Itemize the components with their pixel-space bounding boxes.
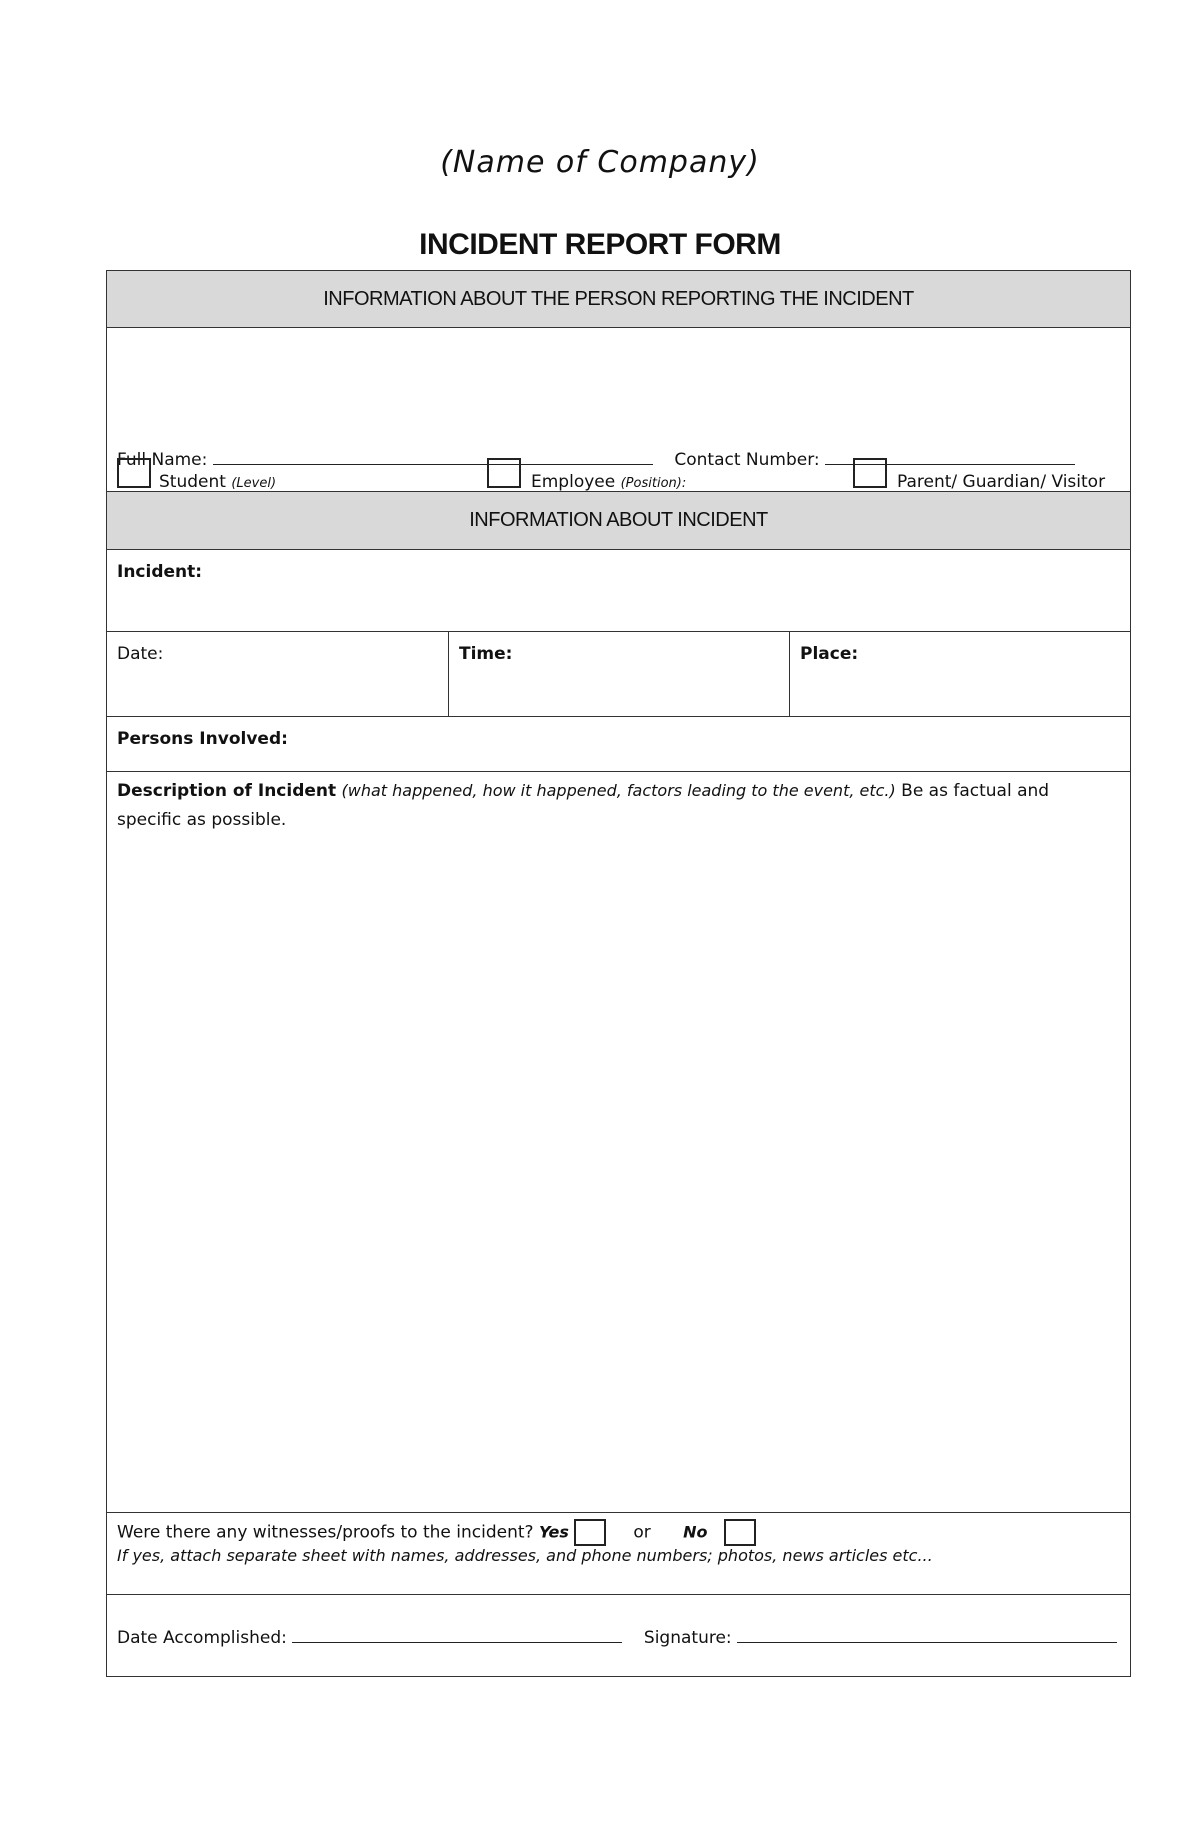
date-time-place-row xyxy=(106,632,1131,717)
persons-involved-field[interactable] xyxy=(106,717,1131,772)
no-label: No xyxy=(683,1522,708,1542)
place-field[interactable] xyxy=(789,632,1130,716)
witnesses-note: If yes, attach separate sheet with names, addresses, and phone numbers; photos, news articles etc... xyxy=(117,1546,933,1565)
incident-report-form xyxy=(106,270,1131,1677)
incident-field[interactable] xyxy=(106,550,1131,632)
name-contact-line xyxy=(117,446,1075,470)
student-label: Student xyxy=(159,472,226,492)
date-accomplished-field[interactable] xyxy=(292,1624,622,1643)
incident-section-header xyxy=(106,492,1131,550)
company-name: (Name of Company) xyxy=(440,145,760,180)
description-hint: (what happened, how it happened, factors leading to the event, etc.) xyxy=(341,781,896,800)
parent-checkbox[interactable] xyxy=(853,458,887,488)
incident-label: Incident: xyxy=(117,562,203,582)
contact-number-label: Contact Number: xyxy=(674,450,820,470)
description-label: Description of Incident xyxy=(117,781,337,801)
description-prompt xyxy=(117,776,1100,835)
full-name-field[interactable] xyxy=(213,446,653,465)
persons-involved-label: Persons Involved: xyxy=(117,729,288,749)
yes-label: Yes xyxy=(538,1522,569,1542)
employee-label: Employee xyxy=(531,472,616,492)
date-accomplished-label: Date Accomplished: xyxy=(117,1628,287,1648)
student-option xyxy=(159,472,276,492)
date-field[interactable] xyxy=(107,632,448,716)
description-field[interactable] xyxy=(106,772,1131,1513)
or-label: or xyxy=(633,1522,651,1543)
signature-row xyxy=(106,1595,1131,1677)
student-note: (Level) xyxy=(231,476,277,491)
form-title: INCIDENT REPORT FORM xyxy=(419,228,781,261)
employee-option xyxy=(531,472,686,492)
date-label: Date: xyxy=(117,644,164,664)
parent-label: Parent/ Guardian/ Visitor xyxy=(897,472,1106,492)
witnesses-question: Were there any witnesses/proofs to the incident? xyxy=(117,1522,534,1543)
signature-label: Signature: xyxy=(643,1628,732,1648)
reporter-section-header xyxy=(106,270,1131,328)
time-label: Time: xyxy=(459,644,513,664)
student-checkbox[interactable] xyxy=(117,458,151,488)
employee-note: (Position): xyxy=(620,476,687,491)
witnesses-row xyxy=(106,1513,1131,1595)
yes-checkbox[interactable] xyxy=(574,1519,606,1546)
signature-field[interactable] xyxy=(737,1624,1117,1643)
reporter-details xyxy=(106,328,1131,492)
witnesses-question-line xyxy=(117,1519,756,1546)
full-name-label: Full Name: xyxy=(117,450,208,470)
parent-option xyxy=(897,472,1105,492)
no-checkbox[interactable] xyxy=(724,1519,756,1546)
incident-section-title: INFORMATION ABOUT INCIDENT xyxy=(469,509,768,531)
reporter-section-title: INFORMATION ABOUT THE PERSON REPORTING THE INCIDENT xyxy=(323,287,914,310)
place-label: Place: xyxy=(800,644,859,664)
signature-line xyxy=(117,1624,1117,1648)
employee-checkbox[interactable] xyxy=(487,458,521,488)
description-note: Be as factual and specific as possible. xyxy=(117,781,1050,830)
time-field[interactable] xyxy=(448,632,789,716)
